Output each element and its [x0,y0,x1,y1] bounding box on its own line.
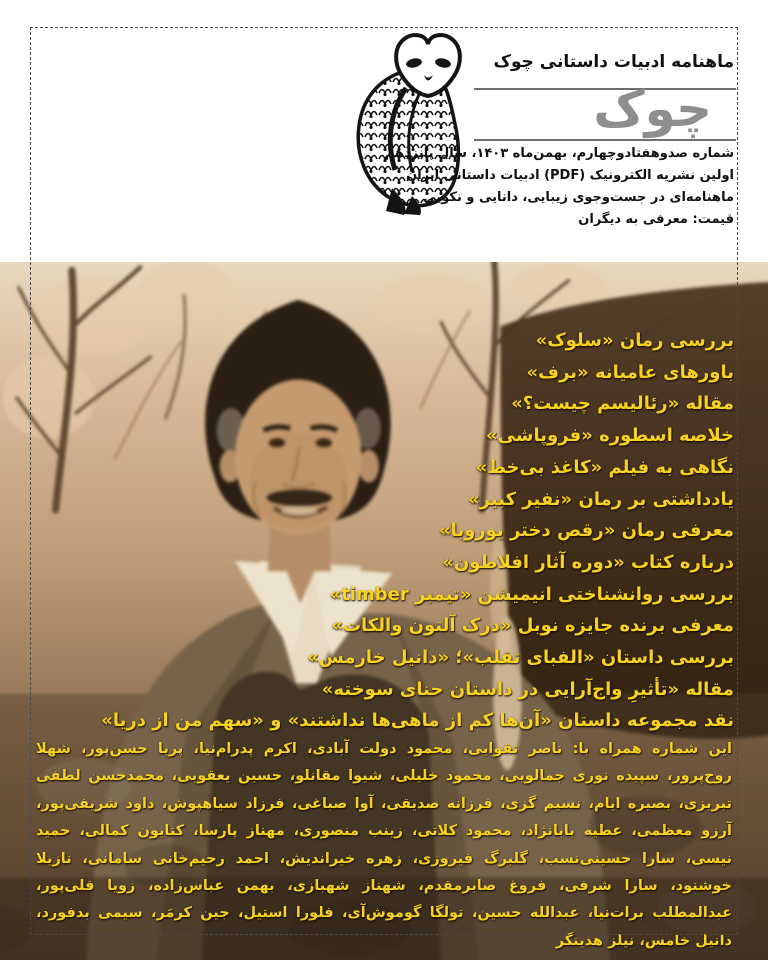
toc-item: مقاله «تأثیرِ واج‌آرایی در داستان حنای سوخته» [321,678,734,700]
toc-item: معرفی برنده جایزه نوبل «درک آلتون والکات» [331,615,734,637]
toc-item: نگاهی به فیلم «کاغذ بی‌خط» [475,456,734,478]
tagline-electronic: اولین نشریه الکترونیک (PDF) ادبیات داستانی ایران [406,168,734,183]
price-line: قیمت: معرفی به دیگران [578,212,734,227]
magazine-title: ماهنامه ادبیات داستانی چوک [493,52,734,72]
tagline-motto: ماهنامه‌ای در جست‌وجوی زیبایی، دانایی و نکویی [423,190,734,205]
toc-item: بررسی روانشناختی انیمیشن «تیمبر timber» [329,583,734,605]
toc-item: بررسی رمان «سلوک» [535,330,734,351]
masthead-rule-bottom [474,139,736,141]
contributors-paragraph: این شماره همراه با: ناصر تقوایی، محمود دولت آبادی، اکرم پدرام‌نیا، پریا حسن‌پور، شهلا روح‌پرور، سپیده نوری جمالویی، محمود خلیلی، شیوا مقانلو، حسین یعقوبی، محمدحسن لطفی تبریزی، بصیره ایام، نسیم گزی، فرزانه صدیقی، آوا صباغی، فرزاد سیاهپوش، داود شریفی‌پور، آرزو معظمی، عطیه بابانژاد، محمود کلاتی، زینب منصوری، مهناز پارسا، کتایون کمالی، حمید نیسی، سارا حسینی‌نسب، گلبرگ فیروزی، زهره خیراندیش، احمد رحیم‌خانی سامانی، نازیلا خوشنود، سارا شرفی، فروغ صابرمقدم، شهناز شهبازی، بهمن عباس‌زاده، زویا قلی‌پور، عبدالمطلب برات‌نیا، عبدالله حسین، تولگا گوموش‌آی، فلورا استیل، جین کرمَر، سیمی بدفورد، دانیل خامس، نیلز هدینگر [36,741,732,949]
toc-item: معرفی رمان «رقص دختر یوروبا» [438,520,734,542]
issue-line: شماره صدوهفتادوچهارم، بهمن‌ماه ۱۴۰۳، سال پانزدهم [384,146,734,161]
toc-item: درباره کتاب «دوره آثار افلاطون» [442,551,734,573]
toc-item: مقاله «رئالیسم چیست؟» [511,393,734,415]
toc-item: خلاصه اسطوره «فروپاشی» [485,425,734,447]
toc-item: نقد مجموعه داستان «آن‌ها کم از ماهی‌ها نداشتند» و «سهم من از دریا» [101,710,734,732]
masthead-info [385,143,734,231]
toc-item: باورهای عامیانه «برف» [526,361,734,383]
toc-item: بررسی داستان «الفبای تقلب»؛ «دانیل خارمس» [307,647,734,669]
toc-item: یادداشتی بر رمان «نفیر کبیر» [468,488,734,510]
chouk-logo: چوک [593,80,712,138]
toc-list [101,325,734,737]
